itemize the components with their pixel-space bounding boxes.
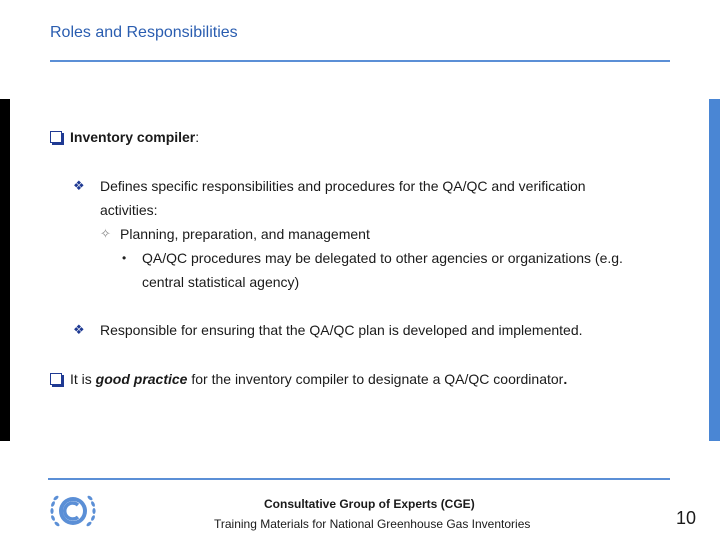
sub-bullet-line: Defines specific responsibilities and procedures for the QA/QC and verification — [100, 178, 586, 194]
title-divider — [50, 60, 670, 62]
bullet-lead: Inventory compiler — [70, 129, 196, 145]
sub-bullet-line: Responsible for ensuring that the QA/QC plan is developed and implemented. — [100, 322, 583, 338]
unfccc-logo-icon — [48, 490, 98, 530]
square-bullet-icon — [50, 131, 62, 143]
sub-bullet-line: activities: — [100, 202, 158, 218]
left-accent-bar — [0, 99, 10, 441]
dot-bullet-icon: • — [122, 251, 127, 265]
right-accent-bar — [709, 99, 720, 441]
footer-subtitle: Training Materials for National Greenhouse Gas Inventories — [214, 517, 531, 531]
diamond-bullet-icon: ❖ — [73, 178, 85, 193]
page-title: Roles and Responsibilities — [50, 24, 238, 41]
bullet-pre: It is — [70, 371, 96, 387]
footer-org-name: Consultative Group of Experts (CGE) — [264, 497, 475, 511]
sub-sub-sub-bullet-line: QA/QC procedures may be delegated to other agencies or organizations (e.g. — [142, 250, 623, 266]
sub-sub-sub-bullet-line: central statistical agency) — [142, 274, 300, 290]
bullet-post: for the inventory compiler to designate a QA/QC coordinator — [187, 371, 564, 387]
bullet-inventory-compiler — [50, 127, 199, 147]
bullet-good-practice — [50, 369, 567, 389]
bullet-end: . — [563, 371, 568, 387]
bullet-colon: : — [195, 129, 200, 145]
page-number: 10 — [676, 508, 697, 528]
star-bullet-icon: ✧ — [100, 226, 111, 241]
footer-divider — [48, 478, 670, 480]
sub-sub-bullet: Planning, preparation, and management — [120, 226, 370, 242]
square-bullet-icon — [50, 373, 62, 385]
bullet-emphasis: good practice — [95, 371, 188, 387]
diamond-bullet-icon: ❖ — [73, 322, 85, 337]
